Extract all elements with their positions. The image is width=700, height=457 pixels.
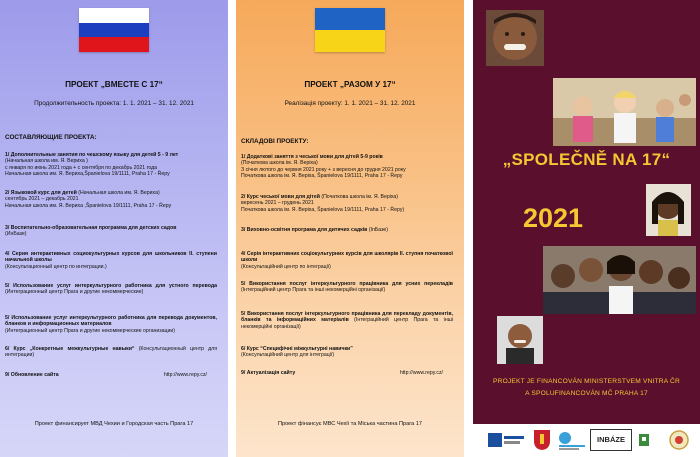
- inbaze-logo-icon: INBÁZE: [590, 429, 632, 451]
- component-item-6: 5/ Використання послуг інтеркультурного працівника для перекладу документів, бланків та інформаційних матеріалів (Інтеграційний центр Прага та інші некомерційні організації): [241, 311, 454, 330]
- adult-photo-man: [497, 316, 543, 364]
- funding-note: Проект финансирует МВД Чехии и Городская часть Прага 17: [34, 421, 194, 427]
- component-item-7: 6/ Курс „Конкретные межкультурные навыки“ (Консультационный центр для интеграции): [5, 346, 217, 359]
- component-item-5: 5/ Использование услуг интеркультурного работника для устного перевода (Интеграционный центр Прага и другие некоммерческие): [5, 283, 217, 296]
- component-item-1: 1/ Дополнительные занятия по чешскому языку для детей 5 - 9 лет (Начальная школа им. Я. Вериха ) с января по июнь 2021 года + с сентября по декабрь 2021 года Начальная школа им. Я. Вериха,Španielova 19/1111, Praha 17 - Řepy: [5, 152, 179, 178]
- ukrainian-panel: [236, 0, 464, 457]
- child-photo-boy: [486, 10, 544, 66]
- component-item-1: 1/ Додаткові заняття з чеської мови для дітей 5-9 років (Початкова школа ім. Я. Веріха) З січня лютого до червня 2021 року + з вересня до грудня 2021 року Початкова школа ім. Я. Веріха, Španielova 19/1111, Praha 17 - Řepy: [241, 154, 406, 180]
- components-heading: СКЛАДОВІ ПРОЕКТУ:: [241, 138, 309, 145]
- prague17-crest-logo-icon: [533, 429, 551, 451]
- components-heading: СОСТАВЛЯЮЩИЕ ПРОЕКТА:: [5, 134, 97, 141]
- russian-flag-icon: [79, 8, 149, 52]
- funding-note: Проект фінансує МВС Чехії та Міська частина Прага 17: [277, 421, 423, 427]
- component-item-7: 6/ Курс “Специфічні міжкультурні навички” (Консультаційний центр для інтеграції): [241, 346, 353, 359]
- funding-note: PROJEKT JE FINANCOVÁN MINISTERSTVEM VNITRA ČR A SPOLUFINANCOVÁN MČ PRAHA 17: [493, 378, 680, 397]
- component-item-2: 2/ Языковой курс для детей (Начальная школа им. Я. Вериха) сентябрь 2021 – декабрь 2021 Начальная школа им. Я. Вериха ,Španielova 19/1111, Praha 17 - Řepy: [5, 190, 172, 209]
- project-year: 2021: [522, 203, 584, 233]
- project-duration: Реалізація проекту: 1. 1. 2021 – 31. 12. 2021: [284, 100, 416, 107]
- project-title: „SPOLEČNĚ NA 17“: [502, 150, 671, 169]
- website-link[interactable]: http://www.repy.cz/: [163, 372, 207, 378]
- component-item-3: 3/ Виховно-освітня програма для дитячих садків (InБазе): [241, 227, 389, 233]
- partner-logos: [473, 424, 700, 457]
- website-link[interactable]: http://www.repy.cz/: [399, 370, 443, 376]
- p-logo-icon: [638, 429, 650, 451]
- project-duration: Продолжительность проекта: 1. 1. 2021 – 31. 12. 2021: [34, 100, 194, 107]
- component-item-4: 4/ Серия интерактивных социокультурных курсов для школьников II. ступени начальной школы (Консультационный центр по интеграции.): [5, 251, 217, 270]
- component-item-6: 5/ Использование услуг интеркультурного работника для перевода документов, бланков и информационных материалов (Интеграционный центр Прага и другие некоммерческие организации): [5, 315, 217, 334]
- project-title: ПРОЕКТ „ВМЕСТЕ С 17“: [65, 80, 163, 89]
- component-item-2: 2/ Курс чеської мови для дітей (Початкова школа ім. Я. Веріха) вересень 2021 – грудень 2021 Початкова школа ім. Я. Веріха, Španielova 19/1111, Praha 17 - Řepy): [241, 194, 405, 213]
- children-group-photo: [553, 78, 696, 146]
- russian-panel: [0, 0, 228, 457]
- component-item-4: 4/ Серія інтерактивних соціокультурних курсів для школярів II. ступня початкової школи (Консультаційний центр по інтеграції): [241, 251, 453, 270]
- project-title: ПРОЕКТ „РАЗОМ У 17“: [304, 80, 396, 89]
- school-logo-icon: [668, 429, 690, 451]
- czech-panel: [473, 0, 700, 457]
- component-item-3: 3/ Воспитательно-образовательная программа для детских садов (ИнБазе): [5, 225, 177, 238]
- component-item-5: 5/ Використання послуг інтеркультурного працівника для усних перекладів (Інтеграційний центр Прага та інші некомерційні організації): [241, 281, 453, 294]
- ministry-logo-icon: [486, 429, 526, 451]
- integration-center-logo-icon: [557, 429, 587, 451]
- website-update-item: 9/ Актуалізація сайту http://www.repy.cz/: [241, 370, 443, 376]
- child-photo-girl: [646, 184, 691, 236]
- teens-group-photo: [543, 246, 696, 314]
- website-update-item: 9/ Обновление сайта http://www.repy.cz/: [5, 372, 207, 378]
- ukrainian-flag-icon: [315, 8, 385, 52]
